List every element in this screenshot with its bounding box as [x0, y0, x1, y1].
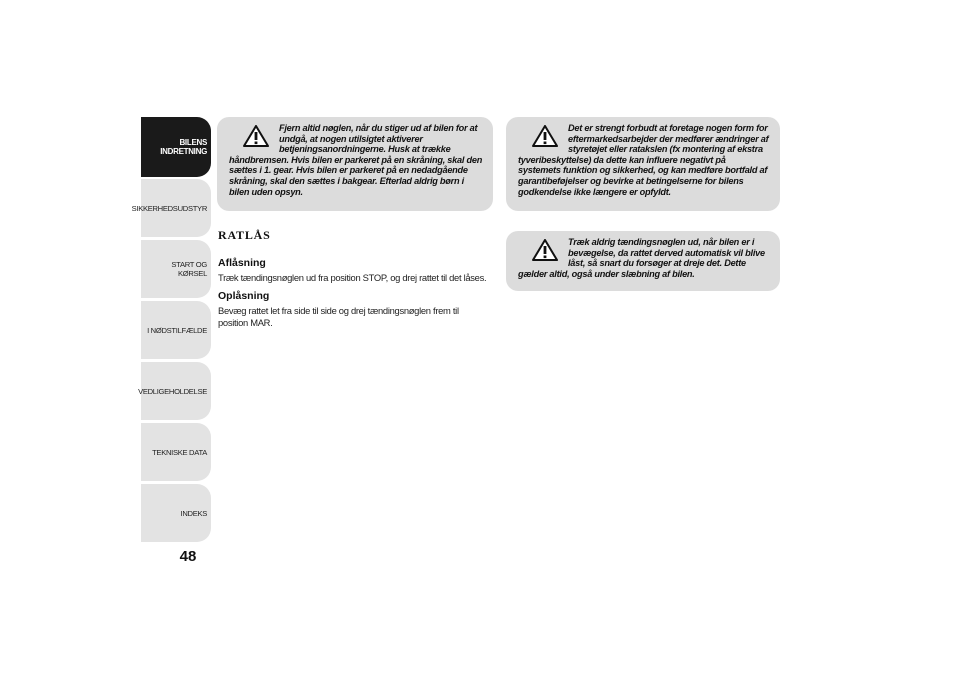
paragraph-aflasning: Træk tændingsnøglen ud fra position STOP, og drej rattet til det låses.: [218, 272, 487, 283]
tab-i-nodstilfaelde[interactable]: I NØDSTILFÆLDE: [141, 301, 211, 359]
paragraph-oplasning: Bevæg rattet let fra side til side og drej tændingsnøglen frem til position MAR.: [218, 305, 459, 328]
warning-box-modification: [506, 117, 780, 211]
warning-text: Fjern altid nøglen, når du stiger ud af bilen for at undgå, at nogen utilsigtet aktiverer betjeningsanordningerne. Husk at trække håndbremsen. Hvis bilen er parkeret på en skråning, skal den sættes i 1. gear. Hvis bilen er parkeret på en nedadgående skråning, skal den sættes i bakgear. Efterlad aldrig børn i bilen uden opsyn.: [229, 123, 483, 197]
warning-triangle-icon: [532, 239, 558, 261]
tab-sikkerhedsudstyr[interactable]: SIKKERHEDSUDSTYR: [141, 179, 211, 237]
tab-start-og-korsel[interactable]: START OG KØRSEL: [141, 240, 211, 298]
warning-box-ignition: [506, 231, 780, 291]
tab-tekniske-data[interactable]: TEKNISKE DATA: [141, 423, 211, 481]
warning-text: Træk aldrig tændingsnøglen ud, når bilen er i bevægelse, da rattet derved automatisk vil blive låst, så snart du forsøger at dreje det. Dette gælder altid, også under slæbning af bilen.: [518, 237, 765, 279]
tab-indeks[interactable]: INDEKS: [141, 484, 211, 542]
tab-vedligeholdelse[interactable]: VEDLIGEHOLDELSE: [141, 362, 211, 420]
subheading-oplasning: Oplåsning: [218, 290, 270, 302]
page-number: 48: [179, 548, 197, 565]
section-title: RATLÅS: [218, 228, 271, 242]
warning-triangle-icon: [532, 125, 558, 147]
tab-bilens-indretning[interactable]: BILENS INDRETNING: [141, 117, 211, 177]
subheading-aflasning: Aflåsning: [218, 257, 266, 269]
warning-box-key: [217, 117, 493, 211]
warning-triangle-icon: [243, 125, 269, 147]
warning-text: Det er strengt forbudt at foretage nogen form for eftermarkedsarbejder der medfører ændringer af styretøjet eller ratakslen (fx montering af ekstra tyveribeskyttelse) da dette kan influere negativt på systemets funktion og sikkerhed, og kan medføre bortfald af garantibeføjelser og bevirke at betingelserne for bilens godkendelse ikke længere er opfyldt.: [518, 123, 769, 197]
